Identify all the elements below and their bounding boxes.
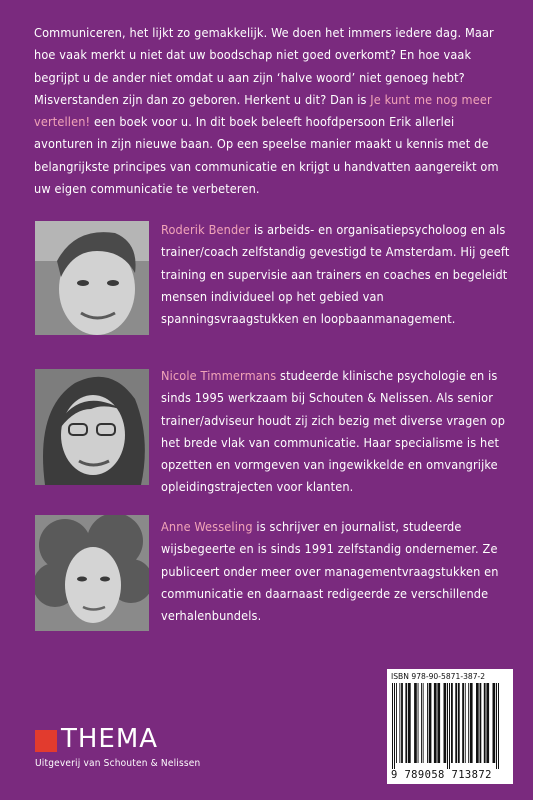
author-name: Nicole Timmermans (161, 368, 277, 383)
author-name: Anne Wesseling (161, 519, 253, 534)
barcode-block (387, 669, 513, 784)
author-photo-anne-wesseling (35, 515, 149, 631)
logo-square-icon (35, 730, 57, 752)
publisher-logo (35, 724, 201, 777)
author-photo-nicole-timmermans (35, 369, 149, 485)
author-name: Roderik Bender (161, 222, 251, 237)
logo-wordmark: THEMA (61, 724, 159, 754)
book-title-highlight: Je kunt me nog meer vertellen! (34, 91, 492, 130)
author-bio-anne-wesseling (161, 516, 521, 627)
author-bio-nicole-timmermans (161, 365, 521, 499)
isbn-label: ISBN 978-90-5871-387-2 (391, 672, 486, 681)
barcode-icon (390, 683, 510, 769)
ean-number: 9 789058 713872 (391, 769, 492, 781)
author-bio-text: is schrijver en journalist, studeerde wijsbegeerte en is sinds 1991 zelfstandig ondernemer. Ze publiceert onder meer over managementvraagstukken en communicatie en daarnaast redigeerde ze verschillende verhalenbundels. (161, 519, 499, 624)
author-bio-text: is arbeids- en organisatiepsycholoog en als trainer/coach zelfstandig gevestigd te Amsterdam. Hij geeft training en supervisie aan trainers en coaches en begeleidt mensen individueel op het gebied van spanningsvraagstukken en loopbaanmanagement. (161, 222, 510, 327)
intro-text-before: Communiceren, het lijkt zo gemakkelijk. We doen het immers iedere dag. Maar hoe vaak merkt u niet dat uw boodschap niet goed overkomt? En hoe vaak begrijpt u de ander niet omdat u aan zijn ‘halve woord’ niet genoeg hebt? Misverstanden zijn dan zo geboren. Herkent u dit? Dan is (34, 25, 494, 107)
author-photo-roderik-bender (35, 221, 149, 335)
author-bio-roderik-bender (161, 219, 521, 330)
intro-text-after: een boek voor u. In dit boek beleeft hoofdpersoon Erik allerlei avonturen in zijn nieuwe baan. Op een speelse manier maakt u kennis met de belangrijkste principes van communicatie en krijgt u handvatten aangereikt om uw eigen communicatie te verbeteren. (34, 114, 499, 197)
publisher-subtitle: Uitgeverij van Schouten & Nelissen (35, 758, 201, 769)
author-bio-text: studeerde klinische psychologie en is sinds 1995 werkzaam bij Schouten & Nelissen. Als senior trainer/adviseur houdt zij zich bezig met diverse vragen op het brede vlak van communicatie. Haar specialisme is het opzetten en vormgeven van ingewikkelde en omvangrijke opleidingstrajecten voor klanten. (161, 368, 506, 495)
intro-paragraph (34, 22, 514, 200)
